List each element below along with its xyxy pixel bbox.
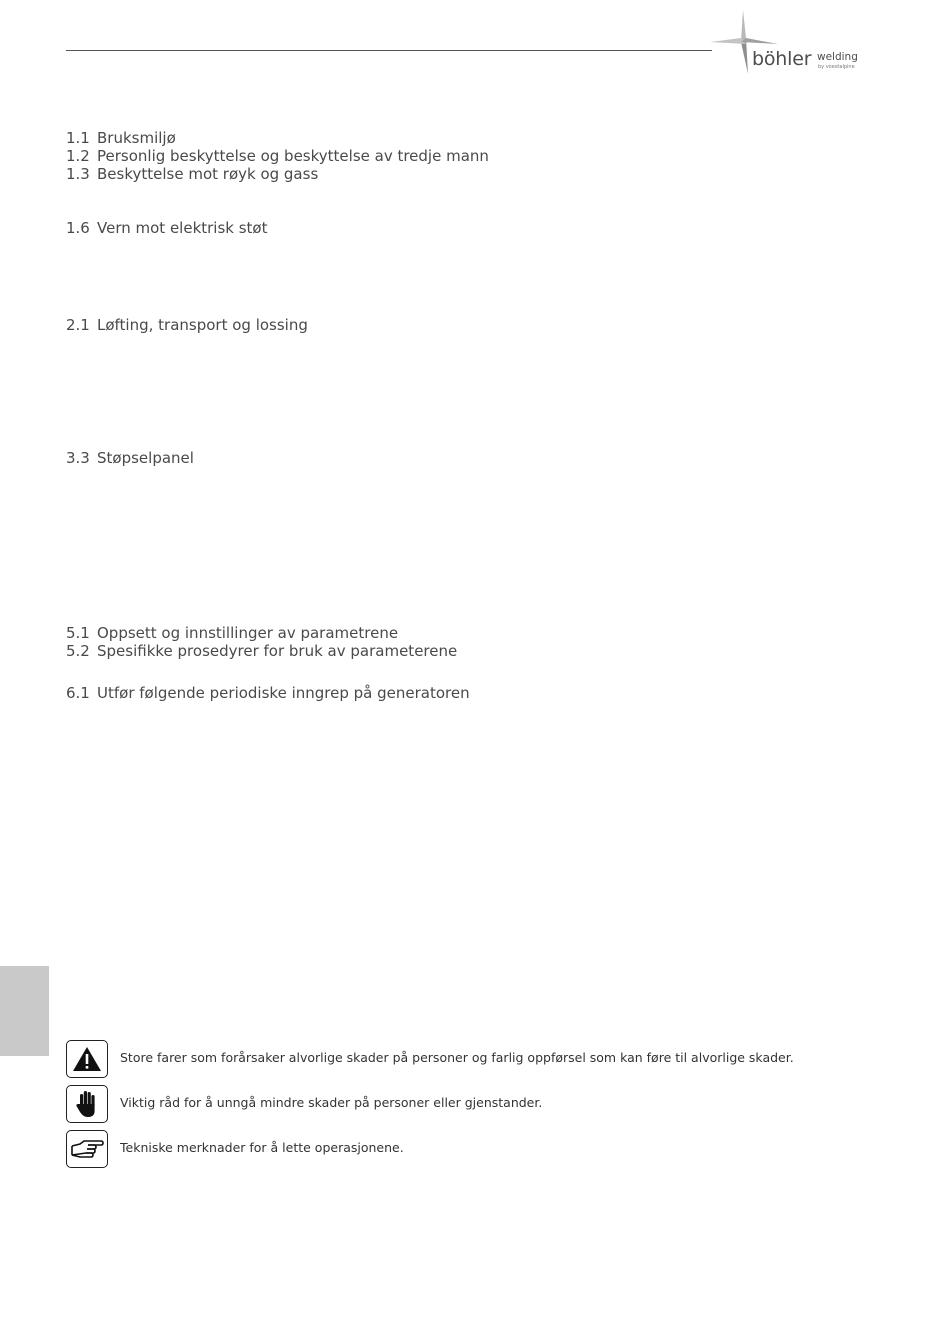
logo-tagline: by voestalpine xyxy=(818,64,855,70)
toc-number: 2.1 xyxy=(66,316,90,334)
legend-text: Viktig råd for å unngå mindre skader på personer eller gjenstander. xyxy=(120,1095,543,1110)
toc-entry-5-1[interactable] xyxy=(66,624,398,642)
toc-number: 1.2 xyxy=(66,147,90,165)
toc-title: Beskyttelse mot røyk og gass xyxy=(97,165,319,183)
warning-icon xyxy=(66,1040,108,1078)
toc-entry-5-2[interactable] xyxy=(66,642,457,660)
toc-title: Vern mot elektrisk støt xyxy=(97,219,268,237)
toc-number: 6.1 xyxy=(66,684,90,702)
toc-entry-1-6[interactable] xyxy=(66,219,268,237)
hand-stop-icon xyxy=(66,1085,108,1123)
toc-entry-1-1[interactable] xyxy=(66,129,176,147)
toc-title: Støpselpanel xyxy=(97,449,194,467)
toc-title: Løfting, transport og lossing xyxy=(97,316,308,334)
toc-title: Oppsett og innstillinger av parametrene xyxy=(97,624,399,642)
legend-text: Store farer som forårsaker alvorlige skader på personer og farlig oppførsel som kan føre til alvorlige skader. xyxy=(120,1050,794,1065)
toc-title: Spesifikke prosedyrer for bruk av parameterene xyxy=(97,642,458,660)
toc-number: 5.2 xyxy=(66,642,90,660)
toc-entry-1-3[interactable] xyxy=(66,165,318,183)
legend-text: Tekniske merknader for å lette operasjonene. xyxy=(120,1140,404,1155)
toc-number: 1.3 xyxy=(66,165,90,183)
toc-entry-1-2[interactable] xyxy=(66,147,489,165)
logo-brand: böhler xyxy=(752,48,812,70)
toc-entry-3-3[interactable] xyxy=(66,449,194,467)
logo-product: welding xyxy=(817,51,858,63)
bohler-welding-logo xyxy=(708,8,868,78)
toc-title: Utfør følgende periodiske inngrep på generatoren xyxy=(97,684,470,702)
toc-title: Bruksmiljø xyxy=(97,129,176,147)
toc-number: 1.1 xyxy=(66,129,90,147)
toc-number: 3.3 xyxy=(66,449,90,467)
toc-title: Personlig beskyttelse og beskyttelse av tredje mann xyxy=(97,147,489,165)
pointing-hand-icon xyxy=(66,1130,108,1168)
toc-number: 5.1 xyxy=(66,624,90,642)
toc-number: 1.6 xyxy=(66,219,90,237)
side-tab xyxy=(0,966,49,1056)
toc-entry-6-1[interactable] xyxy=(66,684,470,702)
header-rule xyxy=(66,50,712,51)
toc-entry-2-1[interactable] xyxy=(66,316,308,334)
